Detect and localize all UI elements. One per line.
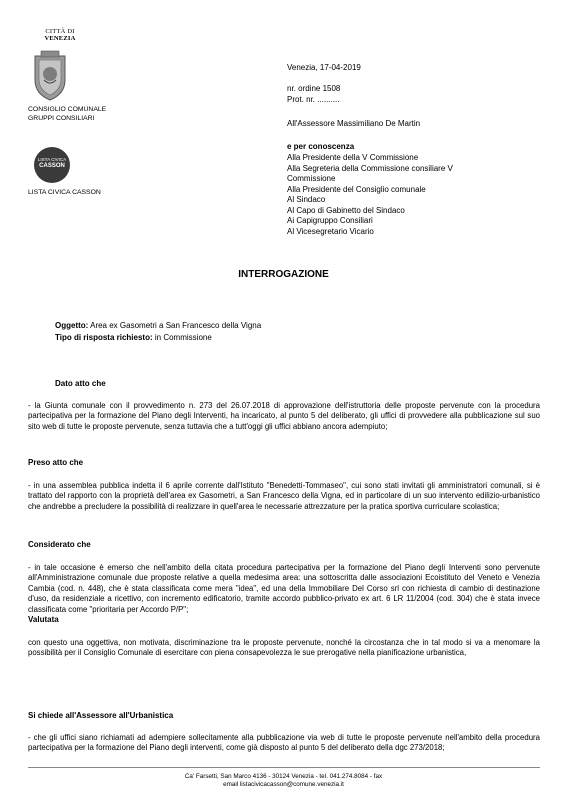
subject-label: Oggetto: bbox=[55, 321, 89, 330]
section-heading: Preso atto che bbox=[28, 458, 84, 467]
lista-civica-logo bbox=[34, 147, 70, 183]
badge-line2: CASSON bbox=[39, 163, 65, 169]
section-heading: Dato atto che bbox=[55, 379, 106, 388]
cc-item: Al Capo di Gabinetto del Sindaco bbox=[287, 205, 405, 215]
council-label bbox=[28, 106, 106, 123]
cc-item: Ai Capigruppo Consiliari bbox=[287, 216, 373, 225]
footer-address: Ca' Farsetti, San Marco 4136 - 30124 Venezia - tel. 041.274.8084 - fax bbox=[184, 773, 383, 780]
section-text: - in tale occasione è emerso che nell'ambito della citata procedura partecipativa per la formazione del Piano degli Interventi sono pervenute all'Amministrazione comunale due proposte relative a quella medesima area: una sottoscritta dalle associazioni Ecoistituto del Veneto e Venezia Cambia (cod. n. 448), che è stata classificata come mera "idea", ed una della Immobiliare Del Corso srl con richiesta di cambio di destinazione d'uso, da residenziale a ricettivo, con incremento edificatorio, tramite accordo pubblico-privato ex art. 6 LR 11/2004 (cod. 304) che è stata invece classificata come "prioritaria per Accordo P/P"; bbox=[28, 563, 540, 614]
footer bbox=[0, 773, 567, 789]
city-logo-text bbox=[28, 28, 92, 42]
council-line1: CONSIGLIO COMUNALE bbox=[28, 106, 107, 113]
cc-item: Alla Presidente del Consiglio comunale bbox=[287, 184, 426, 194]
section-text: - la Giunta comunale con il provvedimento n. 273 del 26.07.2018 di approvazione dell'istruttoria delle proposte pervenute con la procedura partecipativa per la formazione del Piano degli Interventi, ha incaricato, al punto 5 del deliberato, gli uffici di provvedere alla pubblicazione sul suo sito web di tutte le proposte pervenute, senza tuttavia che a tutt'oggi gli uffici abbiano ancora adempiuto; bbox=[28, 401, 540, 431]
cc-item: Alla Presidente della V Commissione bbox=[287, 153, 419, 162]
section-text: con questo una oggettiva, non motivata, discriminazione tra le proposte pervenute, nonché la circostanza che in tal modo si va a menomare la possibilità per il Consiglio Comunale di esercitare con piena consapevolezza le sue prerogative nella pianificazione urbanistica, bbox=[28, 638, 540, 658]
footer-email[interactable]: email listacivicacasson@comune.venezia.it bbox=[223, 781, 344, 788]
section-heading: Considerato che bbox=[28, 540, 91, 549]
subject-line bbox=[55, 321, 535, 332]
badge-line1: LISTA CIVICA bbox=[37, 157, 67, 162]
document-title: INTERROGAZIONE bbox=[238, 269, 329, 280]
recipient: All'Assessore Massimiliano De Martin bbox=[287, 119, 421, 128]
response-type-line bbox=[55, 333, 535, 344]
cc-label: e per conoscenza bbox=[287, 142, 355, 151]
footer-divider bbox=[28, 767, 540, 768]
order-number: nr. ordine 1508 bbox=[287, 84, 341, 93]
council-line2: GRUPPI CONSILIARI bbox=[28, 114, 95, 122]
cc-item: Alla Segreteria della Commissione consiliare V bbox=[287, 163, 453, 173]
cc-list bbox=[287, 153, 517, 237]
cc-item: Commissione bbox=[287, 174, 336, 183]
section-text: - in una assemblea pubblica indetta il 6 aprile corrente dall'Istituto "Benedetti-Tommaseo", cui sono stati invitati gli amministratori comunali, si è trattato del rapporto con la proprietà dell'area ex Gasometri, a San Francesco della Vigna, ed in particolare di un suo intervento edilizio-urbanistico che andrebbe a precludere la possibilità di realizzare in quell'area le necessarie attrezzature per la pratica sportiva curriculare scolastica; bbox=[28, 481, 540, 511]
protocol-number: Prot. nr. .......... bbox=[287, 95, 340, 104]
group-name: LISTA CIVICA CASSON bbox=[28, 189, 101, 196]
city-name-line1: CITTÀ DI bbox=[45, 28, 75, 35]
place-date: Venezia, 17-04-2019 bbox=[287, 63, 361, 72]
section-text: - che gli uffici siano richiamati ad adempiere sollecitamente alla pubblicazione via web di tutte le proposte pervenute nell'ambito della procedura partecipativa per la formazione del Piano degli interventi, come già disposto al punto 5 del deliberato della dgc 273/2018; bbox=[28, 733, 540, 753]
subject-value: Area ex Gasometri a San Francesco della Vigna bbox=[88, 321, 262, 330]
section-heading: Si chiede all'Assessore all'Urbanistica bbox=[28, 711, 174, 720]
cc-item: Al Sindaco bbox=[287, 195, 326, 204]
section-heading: Valutata bbox=[28, 615, 59, 624]
city-name-line2: VENEZIA bbox=[44, 35, 76, 42]
cc-item: Al Vicesegretario Vicario bbox=[287, 226, 374, 236]
response-type-label: Tipo di risposta richiesto: bbox=[55, 333, 153, 342]
response-type-value: in Commissione bbox=[152, 333, 212, 342]
city-crest-icon bbox=[27, 50, 73, 102]
